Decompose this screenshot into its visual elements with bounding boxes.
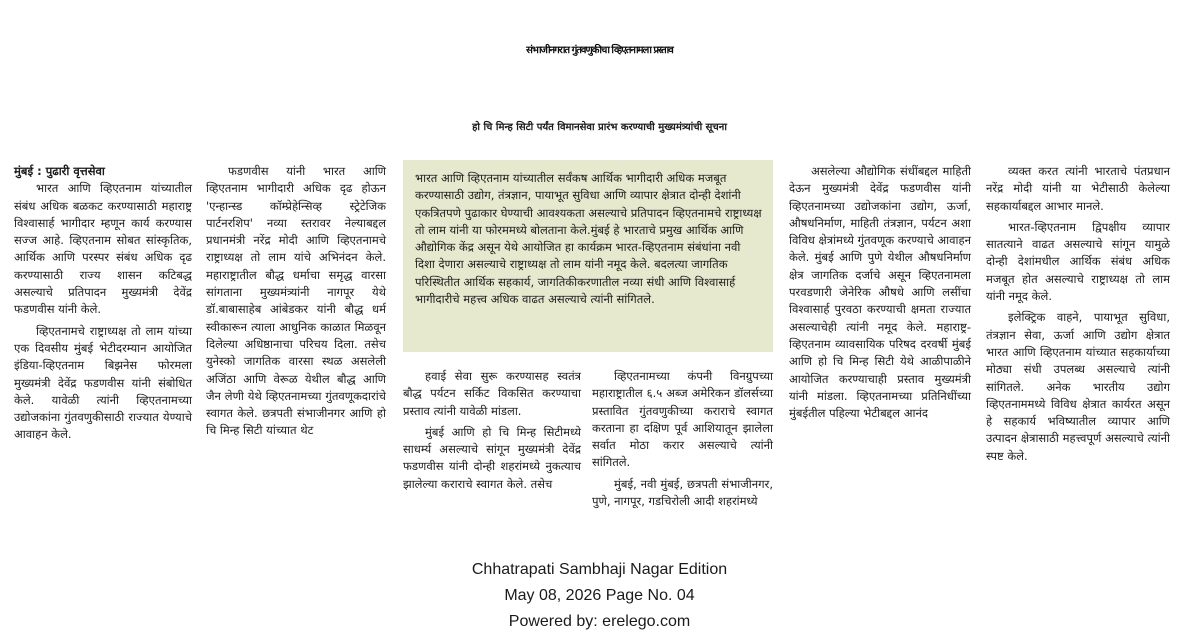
article-column-1 <box>14 163 192 444</box>
paragraph: व्हिएतनामच्या कंपनी विनग्रुपच्या महाराष्ट्रातील ६.५ अब्ज अमेरिकन डॉलर्सच्या प्रस्तावित गुंतवणुकीच्या कराराचे स्वागत करताना हा दक्षिण पूर्व आशियातून झालेला सर्वात मोठा करार असल्याचे त्यांनी सांगितले. <box>592 369 773 470</box>
highlight-box: भारत आणि व्हिएतनाम यांच्यातील सर्वंकष आर्थिक भागीदारी अधिक मजबूत करण्यासाठी उद्योग, तंत्रज्ञान, पायाभूत सुविधा आणि व्यापार क्षेत्रात दोन्ही देशांनी एकत्रितपणे पुढाकार घेण्याची आवश्यकता असल्याचे प्रतिपादन व्हिएतनामचे राष्ट्राध्यक्ष तो लाम यांनी या फोरममध्ये बोलताना केले.मुंबई हे भारताचे प्रमुख आर्थिक आणि औद्योगिक केंद्र असून येथे आयोजित हा कार्यक्रम भारत-व्हिएतनाम संबंधांना नवी दिशा देणारा असल्याचे राष्ट्राध्यक्ष तो लाम यांनी नमूद केले. बदलत्या जागतिक परिस्थितीत आर्थिक सहकार्य, जागतिकीकरणातील नव्या संधी आणि विश्वासार्ह भागीदारीचे महत्त्व अधिक वाढत असल्याचे त्यांनी सांगितले. <box>403 160 773 352</box>
paragraph: व्हिएतनामचे राष्ट्राध्यक्ष तो लाम यांच्या एक दिवसीय मुंबई भेटीदरम्यान आयोजित इंडिया-व्हिएतनाम बिझनेस फोरमला मुख्यमंत्री देवेंद्र फडणवीस यांनी संबोधित केले. यावेळी त्यांनी व्हिएतनामच्या उद्योजकांना गुंतवणुकीसाठी राज्यात येण्याचे आवाहन केले. <box>14 323 192 442</box>
powered-by-label: Powered by: erelego.com <box>508 613 691 630</box>
paragraph: फडणवीस यांनी भारत आणि व्हिएतनाम भागीदारी अधिक दृढ होऊन 'एन्हान्स्ड कॉम्प्रेहेन्सिव्ह स्ट्रेटेजिक पार्टनरशिप' नव्या स्तरावर नेल्याबद्दल प्रधानमंत्री नरेंद्र मोदी आणि व्हिएतनामचे राष्ट्राध्यक्ष तो लाम यांचे अभिनंदन केले. महाराष्ट्रातील बौद्ध धर्माचा समृद्ध वारसा सांगताना मुख्यमंत्र्यांनी नागपूर येथे डॉ.बाबासाहेब आंबेडकर यांनी बौद्ध धर्म स्वीकारून त्याला आधुनिक काळात मिळवून दिलेल्या अधिष्ठानाचा परिचय दिला. तसेच युनेस्को जागतिक वारसा स्थळ असलेली अजिंठा आणि वेरूळ येथील बौद्ध आणि जैन लेणी येथे व्हिएतनामच्या गुंतवणूकदारांचे स्वागत केले. छत्रपती संभाजीनगर आणि हो चि मिन्ह सिटी यांच्यात थेट <box>206 164 386 438</box>
paragraph: मुंबई, नवी मुंबई, छत्रपती संभाजीनगर, पुणे, नागपूर, गडचिरोली आदी शहरांमध्ये <box>592 476 773 509</box>
article-column-5 <box>789 163 971 422</box>
headline: संभाजीनगरात गुंतवणुकीचा व्हिएतनामला प्रस्ताव <box>526 45 673 56</box>
paragraph: इलेक्ट्रिक वाहने, पायाभूत सुविधा, तंत्रज्ञान सेवा, ऊर्जा आणि उद्योग क्षेत्रात भारत आणि व्हिएतनाम यांच्यात सहकार्याच्या मोठ्या संधी उपलब्ध असल्याचे त्यांनी सांगितले. अनेक भारतीय उद्योग व्हिएतनाममध्ये विविध क्षेत्रात कार्यरत असून हे सहकार्य भविष्यातील व्यापार आणि उत्पादन क्षेत्रासाठी महत्त्वपूर्ण असल्याचे त्यांनी स्पष्ट केले. <box>986 310 1170 463</box>
article-column-3 <box>403 368 581 493</box>
paragraph: मुंबई आणि हो चि मिन्ह सिटीमध्ये साधर्म्य असल्याचे सांगून मुख्यमंत्री देवेंद्र फडणवीस यांनी दोन्ही शहरांमध्ये नुकत्याच झालेल्या कराराचे स्वागत केले. तसेच <box>403 424 581 491</box>
date-page-label: May 08, 2026 Page No. 04 <box>504 587 695 604</box>
paragraph: असलेल्या औद्योगिक संधींबद्दल माहिती देऊन मुख्यमंत्री देवेंद्र फडणवीस यांनी व्हिएतनामच्या उद्योजकांना उद्योग, ऊर्जा, औषधनिर्माण, माहिती तंत्रज्ञान, पर्यटन अशा विविध क्षेत्रांमध्ये गुंतवणूक करण्याचे आवाहन केले. मुंबई आणि पुणे येथील औषधनिर्माण क्षेत्र जागतिक दर्जाचे असून व्हिएतनामला परवडणारी जेनेरिक औषधे आणि लसींचा विश्वासार्ह पुरवठा करण्याची क्षमता राज्यात असल्याचेही त्यांनी नमूद केले. महाराष्ट्र-व्हिएतनाम व्यावसायिक परिषद दरवर्षी मुंबई आणि हो चि मिन्ह सिटी येथे आळीपाळीने आयोजित करण्याचाही प्रस्ताव मुख्यमंत्री यांनी मांडला. व्हिएतनामच्या प्रतिनिधींच्या मुंबईतील पहिल्या भेटीबद्दल आनंद <box>789 164 972 421</box>
paragraph: हवाई सेवा सुरू करण्यासह स्वतंत्र बौद्ध पर्यटन सर्किट विकसित करण्याचा प्रस्ताव त्यांनी यावेळी मांडला. <box>403 369 581 418</box>
article-column-2 <box>206 163 386 440</box>
subheadline: हो चि मिन्ह सिटी पर्यंत विमानसेवा प्रारंभ करण्याची मुख्यमंत्र्यांची सूचना <box>472 122 727 133</box>
paragraph: व्यक्त करत त्यांनी भारताचे पंतप्रधान नरेंद्र मोदी यांनी या भेटीसाठी केलेल्या सहकार्याबद्दल आभार मानले. <box>986 164 1170 213</box>
article-column-6 <box>986 163 1170 465</box>
dateline: मुंबई : पुढारी वृत्तसेवा <box>14 164 105 178</box>
edition-label: Chhatrapati Sambhaji Nagar Edition <box>471 561 728 578</box>
paragraph: भारत-व्हिएतनाम द्विपक्षीय व्यापार सातत्याने वाढत असल्याचे सांगून यामुळे दोन्ही देशांमधील आर्थिक संबंध अधिक मजबूत होत असल्याचे राष्ट्राध्यक्ष तो लाम यांनी नमूद केले. <box>986 219 1170 304</box>
article-column-4 <box>592 368 773 510</box>
paragraph: भारत आणि व्हिएतनाम यांच्यातील संबंध अधिक बळकट करण्यासाठी महाराष्ट्र विश्वासार्ह भागीदार म्हणून कार्य करण्यास सज्ज आहे. व्हिएतनाम सोबत सांस्कृतिक, आर्थिक आणि परस्पर संबंध अधिक दृढ करण्यासाठी राज्य शासन कटिबद्ध असल्याचे प्रतिपादन मुख्यमंत्री देवेंद्र फडणवीस यांनी केले. <box>14 181 192 317</box>
